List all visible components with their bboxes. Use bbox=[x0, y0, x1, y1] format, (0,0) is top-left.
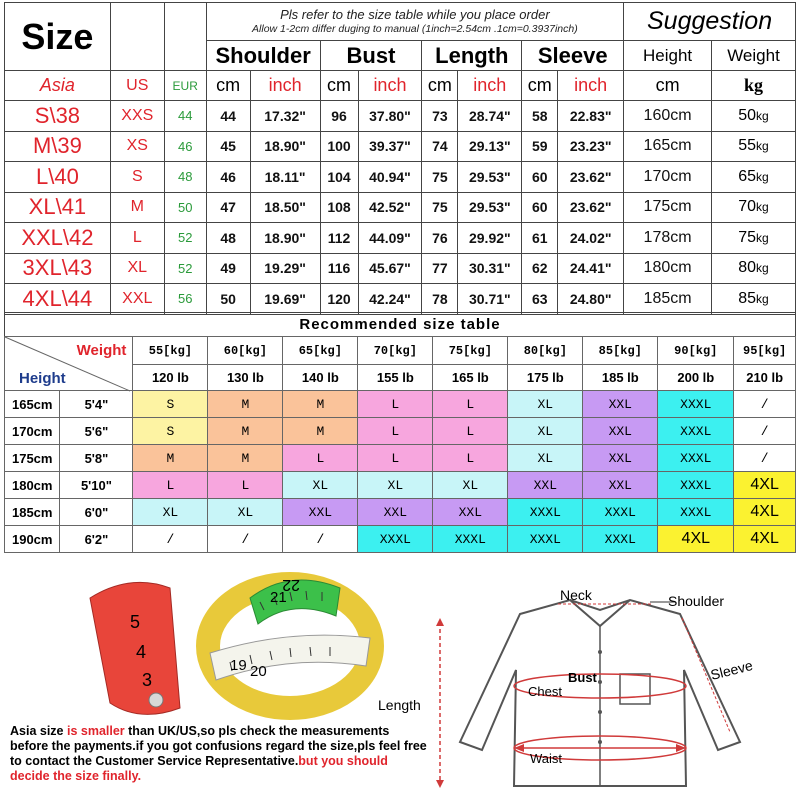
height-ft: 6'2" bbox=[60, 526, 133, 553]
weight-value bbox=[712, 284, 796, 315]
measure-sl-in: 24.02" bbox=[558, 223, 624, 254]
recommended-size-cell: / bbox=[133, 526, 208, 553]
recommended-size-cell: 4XL bbox=[734, 526, 796, 553]
eur-size: 44 bbox=[164, 101, 206, 132]
size-title: Size bbox=[5, 3, 111, 71]
measure-sh-in: 19.69" bbox=[250, 284, 320, 315]
recommended-size-cell: 4XL bbox=[734, 499, 796, 526]
size-note-line2: Allow 1-2cm differ duging to manual (1inch=2.54cm .1cm=0.3937inch) bbox=[252, 22, 578, 35]
recommended-size-cell: XXL bbox=[508, 472, 583, 499]
measure-sl-in: 23.23" bbox=[558, 131, 624, 162]
recommended-size-cell: M bbox=[208, 391, 283, 418]
tape-number-21: 21 bbox=[270, 589, 287, 606]
measure-le-in: 28.74" bbox=[458, 101, 522, 132]
recommended-size-cell: / bbox=[734, 391, 796, 418]
asia-size: XL\41 bbox=[5, 192, 111, 223]
recommended-row bbox=[5, 472, 796, 499]
height-ft: 5'4" bbox=[60, 391, 133, 418]
measure-sl-cm: 62 bbox=[522, 253, 558, 284]
eur-size: 52 bbox=[164, 223, 206, 254]
height-cm: 180cm bbox=[5, 472, 60, 499]
measure-sh-in: 19.29" bbox=[250, 253, 320, 284]
recommended-size-cell: S bbox=[133, 391, 208, 418]
us-subheader: US bbox=[110, 71, 164, 101]
weight-unit: kg bbox=[756, 261, 769, 276]
recommended-size-cell: XXXL bbox=[658, 472, 734, 499]
height-cm-unit: cm bbox=[624, 71, 712, 101]
recommended-size-cell: S bbox=[133, 418, 208, 445]
recommended-size-cell: M bbox=[283, 391, 358, 418]
bust-label: Bust bbox=[568, 670, 597, 685]
bust-header: Bust bbox=[320, 41, 422, 71]
tape-number-3: 3 bbox=[142, 670, 153, 690]
recommended-size-cell: XXXL bbox=[508, 526, 583, 553]
chest-label: Chest bbox=[528, 684, 562, 699]
measure-sl-in: 24.41" bbox=[558, 253, 624, 284]
measure-bu-cm: 96 bbox=[320, 101, 358, 132]
weight-number: 75 bbox=[738, 228, 757, 246]
measure-sh-cm: 48 bbox=[206, 223, 250, 254]
weight-unit: kg bbox=[756, 291, 769, 306]
measure-bu-cm: 108 bbox=[320, 192, 358, 223]
recommended-size-cell: 4XL bbox=[658, 526, 734, 553]
size-row bbox=[5, 192, 796, 223]
note-part2: is smaller bbox=[66, 724, 125, 738]
measure-sh-in: 18.90" bbox=[250, 223, 320, 254]
weight-lb-header: 140 lb bbox=[283, 365, 358, 391]
eur-size: 46 bbox=[164, 131, 206, 162]
size-row bbox=[5, 131, 796, 162]
measure-bu-cm: 116 bbox=[320, 253, 358, 284]
weight-number: 50 bbox=[738, 106, 757, 124]
measure-sh-in: 18.50" bbox=[250, 192, 320, 223]
measure-sh-cm: 45 bbox=[206, 131, 250, 162]
weight-unit: kg bbox=[756, 139, 769, 154]
measure-sh-cm: 50 bbox=[206, 284, 250, 315]
height-header: Height bbox=[624, 41, 712, 71]
measure-le-in: 29.92" bbox=[458, 223, 522, 254]
weight-unit: kg bbox=[756, 200, 769, 215]
measure-sh-in: 18.90" bbox=[250, 131, 320, 162]
recommended-size-cell: XXL bbox=[433, 499, 508, 526]
weight-lb-header: 175 lb bbox=[508, 365, 583, 391]
recommended-size-cell: L bbox=[358, 445, 433, 472]
recommended-size-cell: L bbox=[433, 418, 508, 445]
shoulder-inch-unit: inch bbox=[250, 71, 320, 101]
length-inch-unit: inch bbox=[458, 71, 522, 101]
size-row bbox=[5, 253, 796, 284]
weight-lb-header: 155 lb bbox=[358, 365, 433, 391]
measure-bu-in: 45.67" bbox=[358, 253, 422, 284]
suggestion-header: Suggestion bbox=[624, 3, 796, 41]
weight-header: Weight bbox=[712, 41, 796, 71]
weight-number: 85 bbox=[738, 289, 757, 307]
eur-subheader: EUR bbox=[164, 71, 206, 101]
note-part4: but you should decide the size finally. bbox=[10, 754, 388, 783]
recommended-size-cell: XXXL bbox=[508, 499, 583, 526]
weight-number: 80 bbox=[738, 259, 757, 277]
weight-number: 55 bbox=[738, 137, 757, 155]
measure-sh-cm: 49 bbox=[206, 253, 250, 284]
weight-kg-header: 65[kg] bbox=[283, 337, 358, 365]
recommended-size-cell: XXL bbox=[583, 472, 658, 499]
recommended-size-cell: / bbox=[208, 526, 283, 553]
us-size: XXL bbox=[110, 284, 164, 315]
weight-lb-header: 165 lb bbox=[433, 365, 508, 391]
measure-height: 178cm bbox=[624, 223, 712, 254]
sleeve-inch-unit: inch bbox=[558, 71, 624, 101]
weight-kg-header: 85[kg] bbox=[583, 337, 658, 365]
measure-sh-cm: 46 bbox=[206, 162, 250, 193]
measure-bu-cm: 100 bbox=[320, 131, 358, 162]
size-row bbox=[5, 223, 796, 254]
measure-le-in: 29.13" bbox=[458, 131, 522, 162]
blank-us-header bbox=[110, 3, 164, 71]
recommended-size-cell: XXL bbox=[583, 418, 658, 445]
weight-unit: kg bbox=[756, 108, 769, 123]
us-size: XXS bbox=[110, 101, 164, 132]
asia-subheader: Asia bbox=[5, 71, 111, 101]
size-table bbox=[4, 2, 796, 315]
measure-bu-in: 39.37" bbox=[358, 131, 422, 162]
measure-sl-cm: 63 bbox=[522, 284, 558, 315]
recommended-size-cell: L bbox=[133, 472, 208, 499]
measure-sl-cm: 59 bbox=[522, 131, 558, 162]
measure-bu-cm: 120 bbox=[320, 284, 358, 315]
measure-sl-cm: 60 bbox=[522, 192, 558, 223]
recommended-size-cell: L bbox=[283, 445, 358, 472]
shirt-diagram bbox=[378, 582, 796, 797]
recommended-table bbox=[4, 336, 796, 553]
measure-bu-in: 42.52" bbox=[358, 192, 422, 223]
weight-value bbox=[712, 131, 796, 162]
recommended-row bbox=[5, 445, 796, 472]
recommended-size-cell: / bbox=[734, 418, 796, 445]
weight-kg-unit: kg bbox=[712, 71, 796, 101]
recommended-size-cell: XXXL bbox=[658, 418, 734, 445]
recommended-size-cell: XXXL bbox=[433, 526, 508, 553]
weight-kg-header: 60[kg] bbox=[208, 337, 283, 365]
measure-sh-in: 18.11" bbox=[250, 162, 320, 193]
note-part3: than UK/US,so pls check the measurements before the payments.if you got confusions regard the size,pls feel free to contact the Customer Service Representative. bbox=[10, 724, 427, 768]
recommended-size-cell: XL bbox=[208, 499, 283, 526]
asia-size: S\38 bbox=[5, 101, 111, 132]
height-cm: 170cm bbox=[5, 418, 60, 445]
tape-number-20: 20 bbox=[250, 663, 267, 680]
recommended-title: Recommended size table bbox=[4, 312, 796, 336]
asia-size: 3XL\43 bbox=[5, 253, 111, 284]
weight-height-corner bbox=[5, 337, 133, 391]
measure-le-in: 29.53" bbox=[458, 162, 522, 193]
recommended-size-cell: XXXL bbox=[658, 445, 734, 472]
corner-height-label: Height bbox=[19, 370, 66, 387]
measure-sl-cm: 61 bbox=[522, 223, 558, 254]
weight-value bbox=[712, 223, 796, 254]
recommended-size-cell: L bbox=[433, 445, 508, 472]
size-row bbox=[5, 162, 796, 193]
recommended-size-cell: XXXL bbox=[358, 526, 433, 553]
note-part1: Asia size bbox=[10, 724, 67, 738]
measure-bu-in: 42.24" bbox=[358, 284, 422, 315]
recommended-size-cell: L bbox=[208, 472, 283, 499]
measure-bu-in: 37.80" bbox=[358, 101, 422, 132]
measure-le-cm: 78 bbox=[422, 284, 458, 315]
us-size: XS bbox=[110, 131, 164, 162]
recommended-size-cell: M bbox=[133, 445, 208, 472]
height-ft: 5'6" bbox=[60, 418, 133, 445]
weight-lb-header: 130 lb bbox=[208, 365, 283, 391]
weight-kg-header: 95[kg] bbox=[734, 337, 796, 365]
us-size: XL bbox=[110, 253, 164, 284]
size-row bbox=[5, 284, 796, 315]
recommended-size-cell: M bbox=[283, 418, 358, 445]
measure-le-cm: 75 bbox=[422, 162, 458, 193]
measure-sl-in: 22.83" bbox=[558, 101, 624, 132]
sleeve-header: Sleeve bbox=[522, 41, 624, 71]
measure-le-cm: 74 bbox=[422, 131, 458, 162]
recommended-size-cell: XL bbox=[508, 445, 583, 472]
eur-size: 52 bbox=[164, 253, 206, 284]
weight-unit: kg bbox=[756, 230, 769, 245]
neck-label: Neck bbox=[560, 587, 592, 603]
measure-bu-cm: 112 bbox=[320, 223, 358, 254]
weight-value bbox=[712, 192, 796, 223]
tape-number-4: 4 bbox=[136, 642, 147, 662]
weight-kg-header: 70[kg] bbox=[358, 337, 433, 365]
weight-lb-header: 120 lb bbox=[133, 365, 208, 391]
recommended-size-cell: XXL bbox=[583, 445, 658, 472]
recommended-size-cell: XXL bbox=[583, 391, 658, 418]
height-ft: 6'0" bbox=[60, 499, 133, 526]
measure-bu-cm: 104 bbox=[320, 162, 358, 193]
recommended-section bbox=[4, 312, 796, 553]
shoulder-header: Shoulder bbox=[206, 41, 320, 71]
tape-number-22: 22 bbox=[282, 576, 300, 593]
measure-sl-cm: 58 bbox=[522, 101, 558, 132]
us-size: S bbox=[110, 162, 164, 193]
weight-lb-header: 210 lb bbox=[734, 365, 796, 391]
length-header: Length bbox=[422, 41, 522, 71]
length-cm-unit: cm bbox=[422, 71, 458, 101]
weight-kg-header: 90[kg] bbox=[658, 337, 734, 365]
recommended-size-cell: XXXL bbox=[658, 391, 734, 418]
recommended-size-cell: L bbox=[358, 418, 433, 445]
weight-value bbox=[712, 101, 796, 132]
measure-le-cm: 77 bbox=[422, 253, 458, 284]
measure-bu-in: 44.09" bbox=[358, 223, 422, 254]
recommended-size-cell: / bbox=[283, 526, 358, 553]
recommended-size-cell: M bbox=[208, 445, 283, 472]
bust-inch-unit: inch bbox=[358, 71, 422, 101]
corner-weight-label: Weight bbox=[76, 342, 127, 359]
measure-sh-cm: 44 bbox=[206, 101, 250, 132]
size-note bbox=[206, 3, 623, 41]
tape-number-5: 5 bbox=[130, 612, 141, 632]
weight-kg-header: 75[kg] bbox=[433, 337, 508, 365]
weight-unit: kg bbox=[756, 169, 769, 184]
tape-number-19: 19 bbox=[230, 657, 247, 674]
asia-size: L\40 bbox=[5, 162, 111, 193]
recommended-size-cell: 4XL bbox=[734, 472, 796, 499]
recommended-size-cell: XXXL bbox=[583, 499, 658, 526]
size-note-line1: Pls refer to the size table while you place order bbox=[280, 6, 550, 22]
measure-height: 185cm bbox=[624, 284, 712, 315]
recommended-size-cell: L bbox=[433, 391, 508, 418]
waist-label: Waist bbox=[530, 751, 563, 766]
recommended-size-cell: XL bbox=[133, 499, 208, 526]
recommended-size-cell: M bbox=[208, 418, 283, 445]
us-size: M bbox=[110, 192, 164, 223]
measure-height: 180cm bbox=[624, 253, 712, 284]
asia-size-note bbox=[10, 724, 430, 784]
blank-eur-header bbox=[164, 3, 206, 71]
height-cm: 165cm bbox=[5, 391, 60, 418]
measure-le-in: 29.53" bbox=[458, 192, 522, 223]
shoulder-cm-unit: cm bbox=[206, 71, 250, 101]
measure-le-cm: 73 bbox=[422, 101, 458, 132]
height-cm: 185cm bbox=[5, 499, 60, 526]
asia-size: 4XL\44 bbox=[5, 284, 111, 315]
shoulder-label: Shoulder bbox=[668, 593, 725, 609]
recommended-row bbox=[5, 391, 796, 418]
bust-cm-unit: cm bbox=[320, 71, 358, 101]
weight-value bbox=[712, 253, 796, 284]
length-label: Length bbox=[378, 697, 421, 713]
recommended-size-cell: XL bbox=[433, 472, 508, 499]
measure-height: 170cm bbox=[624, 162, 712, 193]
recommended-row bbox=[5, 499, 796, 526]
recommended-size-cell: XXL bbox=[358, 499, 433, 526]
measure-le-in: 30.71" bbox=[458, 284, 522, 315]
recommended-size-cell: XL bbox=[508, 418, 583, 445]
height-cm: 190cm bbox=[5, 526, 60, 553]
measuring-tape-image bbox=[60, 558, 390, 726]
eur-size: 50 bbox=[164, 192, 206, 223]
weight-kg-header: 55[kg] bbox=[133, 337, 208, 365]
recommended-size-cell: XXXL bbox=[658, 499, 734, 526]
measure-sl-in: 23.62" bbox=[558, 162, 624, 193]
weight-lb-header: 185 lb bbox=[583, 365, 658, 391]
measure-sl-in: 23.62" bbox=[558, 192, 624, 223]
measure-height: 165cm bbox=[624, 131, 712, 162]
size-row bbox=[5, 101, 796, 132]
measure-le-cm: 76 bbox=[422, 223, 458, 254]
weight-number: 65 bbox=[738, 167, 757, 185]
sleeve-cm-unit: cm bbox=[522, 71, 558, 101]
measure-sh-in: 17.32" bbox=[250, 101, 320, 132]
eur-size: 48 bbox=[164, 162, 206, 193]
measure-height: 160cm bbox=[624, 101, 712, 132]
recommended-size-cell: / bbox=[734, 445, 796, 472]
asia-size: M\39 bbox=[5, 131, 111, 162]
measure-height: 175cm bbox=[624, 192, 712, 223]
eur-size: 56 bbox=[164, 284, 206, 315]
recommended-size-cell: XXL bbox=[283, 499, 358, 526]
recommended-row bbox=[5, 418, 796, 445]
weight-value bbox=[712, 162, 796, 193]
us-size: L bbox=[110, 223, 164, 254]
asia-size: XXL\42 bbox=[5, 223, 111, 254]
height-ft: 5'10" bbox=[60, 472, 133, 499]
recommended-row bbox=[5, 526, 796, 553]
recommended-size-cell: XL bbox=[508, 391, 583, 418]
recommended-size-cell: XL bbox=[283, 472, 358, 499]
measure-bu-in: 40.94" bbox=[358, 162, 422, 193]
height-cm: 175cm bbox=[5, 445, 60, 472]
recommended-size-cell: XXXL bbox=[583, 526, 658, 553]
weight-kg-header: 80[kg] bbox=[508, 337, 583, 365]
recommended-size-cell: L bbox=[358, 391, 433, 418]
sleeve-label: Sleeve bbox=[708, 657, 755, 683]
measure-sl-cm: 60 bbox=[522, 162, 558, 193]
measure-le-in: 30.31" bbox=[458, 253, 522, 284]
measure-sl-in: 24.80" bbox=[558, 284, 624, 315]
weight-number: 70 bbox=[738, 198, 757, 216]
recommended-size-cell: XL bbox=[358, 472, 433, 499]
height-ft: 5'8" bbox=[60, 445, 133, 472]
measure-le-cm: 75 bbox=[422, 192, 458, 223]
measure-sh-cm: 47 bbox=[206, 192, 250, 223]
weight-lb-header: 200 lb bbox=[658, 365, 734, 391]
